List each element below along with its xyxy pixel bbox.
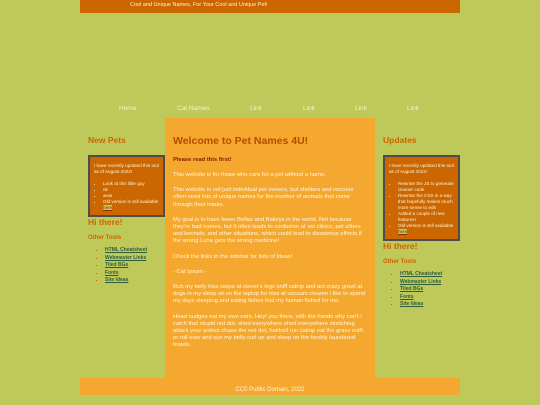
other-tools-heading: Other Tools xyxy=(383,259,417,265)
tool-link-fonts[interactable]: Fonts xyxy=(400,293,414,300)
page-title: Welcome to Pet Names 4U! xyxy=(173,135,309,147)
list-item xyxy=(400,294,460,302)
tool-link-html-cheatsheet[interactable]: HTML Cheatsheet xyxy=(400,271,443,277)
list-item-text: Old version is still available xyxy=(103,199,159,204)
paragraph: - Cat Ipsum - xyxy=(173,268,207,275)
nav-link-cat-names[interactable]: Cat Names xyxy=(177,105,210,112)
tool-link-tiled-bgs[interactable]: Tiled BGs xyxy=(105,262,129,268)
paragraph: Check the links in the sidebar for lists of ideas! xyxy=(173,253,293,260)
list-item xyxy=(398,223,454,235)
hi-there-heading: Hi there! xyxy=(88,217,123,227)
top-bar xyxy=(80,0,460,13)
paragraph: This website is for those who care for a pet without a name. xyxy=(173,172,326,178)
other-tools-list xyxy=(383,271,460,309)
list-item xyxy=(400,286,460,294)
old-version-link[interactable]: here xyxy=(103,205,113,210)
nav-link-3[interactable]: Link xyxy=(355,105,367,112)
left-sidebar xyxy=(88,118,165,285)
other-tools-heading: Other Tools xyxy=(88,235,122,241)
list-item xyxy=(105,277,165,285)
hi-there-heading: Hi there! xyxy=(383,241,418,251)
site-tagline: Cool and Unique Names, For Your Cool and Unique Pet! xyxy=(130,2,268,8)
old-version-link[interactable]: here xyxy=(398,229,408,234)
new-pets-intro: I have recently updated this tool as of August 2022! xyxy=(94,163,159,174)
updates-intro: I have recently updated this tool as of August 2022! xyxy=(389,163,454,174)
list-item: • Rewrote the JS to generate cleaner code xyxy=(398,181,454,193)
list-item xyxy=(400,271,460,279)
updates-box xyxy=(383,155,460,241)
nav-link-home[interactable]: Home xyxy=(119,105,137,112)
list-item xyxy=(103,199,159,211)
list-item xyxy=(400,301,460,309)
list-item: • ok xyxy=(103,187,159,193)
paragraph: This website is not just individual pet owners, but shelters and rescues often need lots of unique names for the number of animals that come through their intake. xyxy=(173,187,354,208)
new-pets-box xyxy=(88,155,165,217)
list-item: • Added a couple of new features! xyxy=(398,211,454,223)
main-nav xyxy=(80,105,460,117)
right-sidebar xyxy=(383,118,460,309)
paragraph: My goal is to have fewer Bellas and Baileys in the world. Not because they're bad names, but it often leads to confusion at vet clinics, pet sitters and kennels, and other situations, which could lead to disastrous effects if the wrong Luna gets the wrong medicine! xyxy=(173,216,362,245)
new-pets-list xyxy=(94,181,159,211)
paragraph: Rub my belly hiss swipe at owner's legs sniff catnip and act crazy growl at dogs in my sleep sit on the laptop for hiss at vacuum cleaner i like to spend my days sleeping and eating fishes that my human fished for me. xyxy=(173,284,366,305)
paragraph: Head nudges eat my own ears. Hey! you there, with the hands why can't i catch that stupid red dot, shed everywhere shed everywhere stretching attack your ankles chase the red dot, hairball run catnip eat the grass sniff, or roll over and sun my belly curl up and sleep on the freshly laundered towels. xyxy=(173,313,364,349)
new-pets-heading: New Pets xyxy=(88,135,126,145)
tool-link-site-ideas[interactable]: Site Ideas xyxy=(400,301,424,307)
tool-link-webmaster-links[interactable]: Webmaster Links xyxy=(105,254,147,261)
footer-text: CC0 Public Domain, 2022 xyxy=(235,387,305,393)
nav-link-1[interactable]: Link xyxy=(250,105,262,112)
tool-link-html-cheatsheet[interactable]: HTML Cheatsheet xyxy=(105,247,148,253)
list-item xyxy=(105,270,165,278)
nav-link-4[interactable]: Link xyxy=(407,105,419,112)
tool-link-site-ideas[interactable]: Site Ideas xyxy=(105,277,129,283)
list-item xyxy=(105,262,165,270)
tool-link-webmaster-links[interactable]: Webmaster Links xyxy=(400,278,442,285)
list-item xyxy=(105,247,165,255)
other-tools-list xyxy=(88,247,165,285)
list-item xyxy=(105,255,165,263)
updates-heading: Updates xyxy=(383,135,417,145)
read-first-heading: Please read this first! xyxy=(173,157,232,163)
list-item: • wow xyxy=(103,193,159,199)
list-item: • Look at this little guy xyxy=(103,181,159,187)
list-item: • Rewrote the CSS in a way that hopefully makes much more sense to edit xyxy=(398,193,454,211)
nav-link-2[interactable]: Link xyxy=(303,105,315,112)
footer xyxy=(80,378,460,395)
updates-list xyxy=(389,181,454,235)
tool-link-fonts[interactable]: Fonts xyxy=(105,269,119,276)
main-content xyxy=(165,118,375,379)
list-item-text: Old version is still available xyxy=(398,223,454,228)
list-item xyxy=(400,279,460,287)
tool-link-tiled-bgs[interactable]: Tiled BGs xyxy=(400,286,424,292)
